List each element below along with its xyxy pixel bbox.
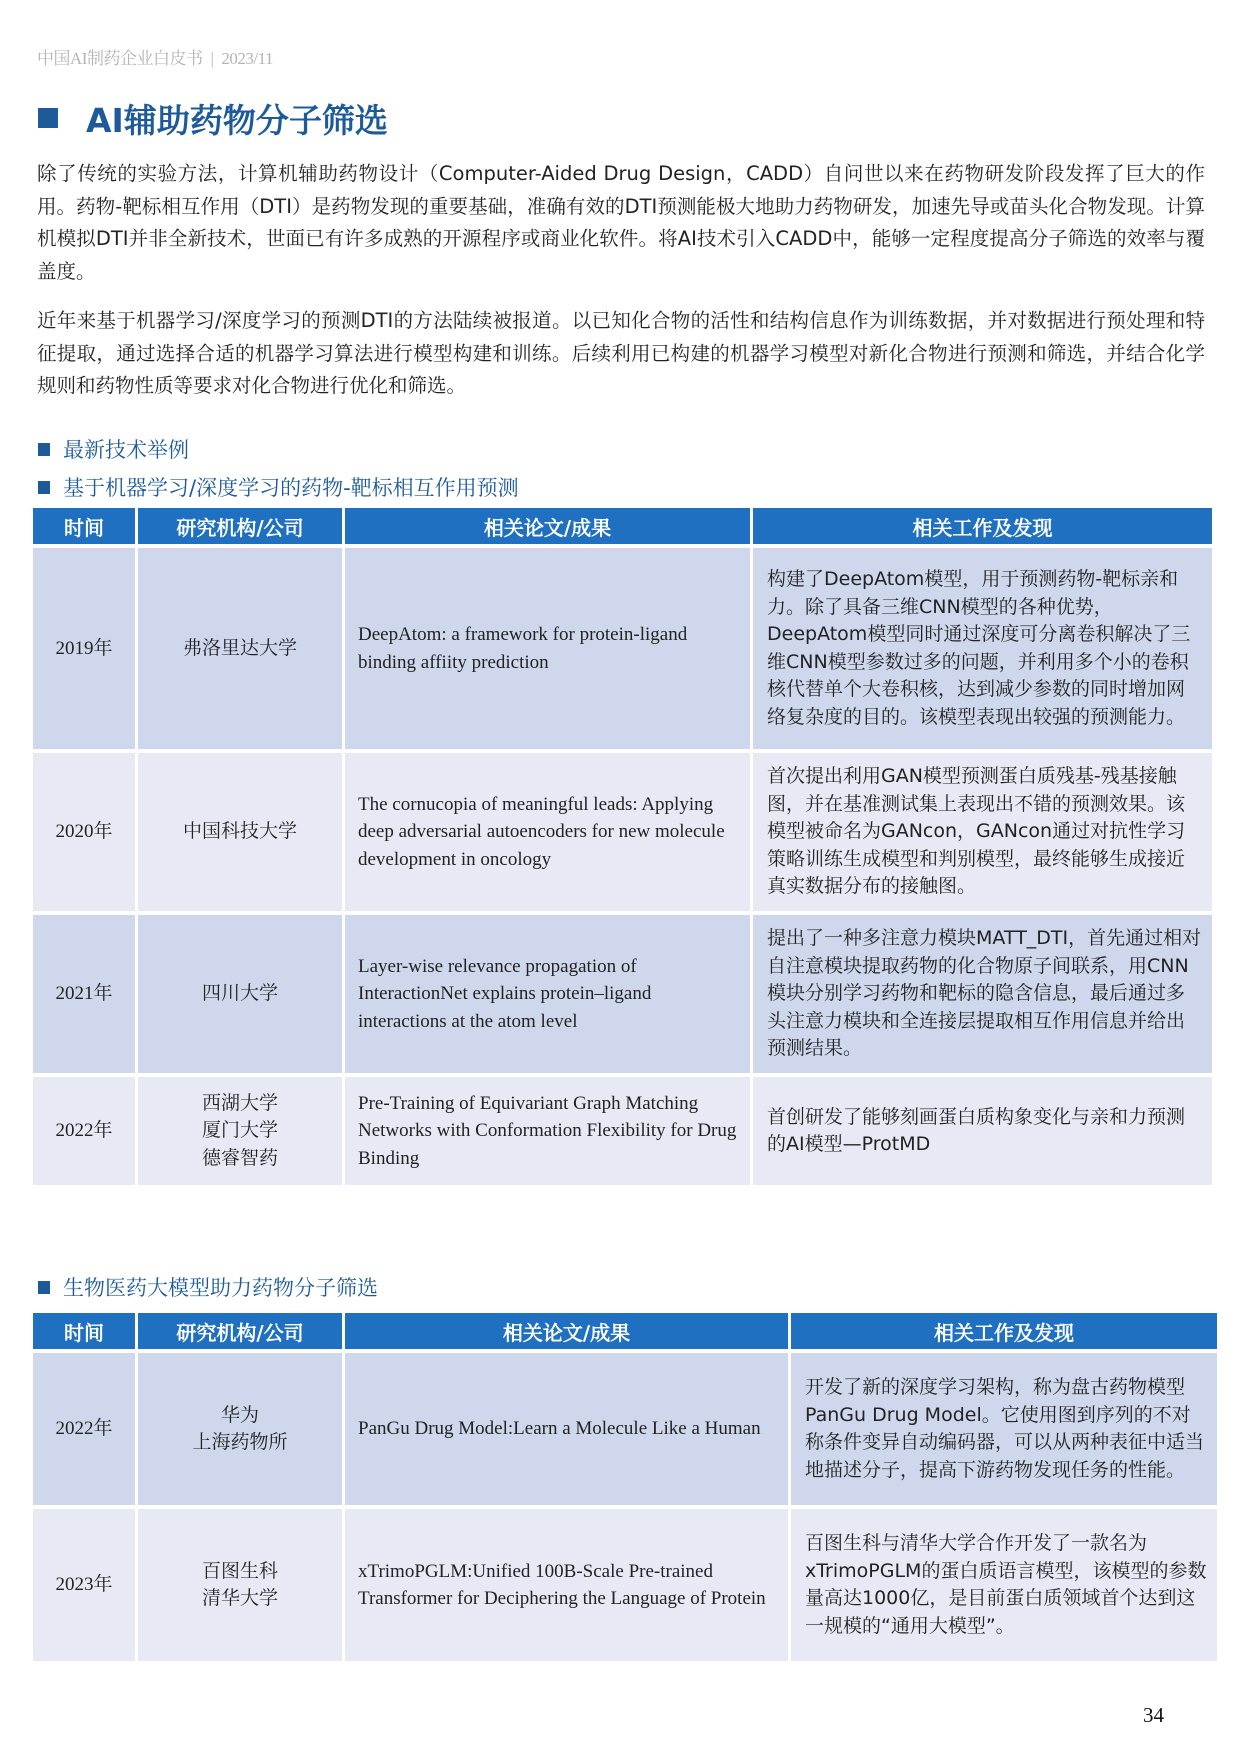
- cell-institution: [138, 915, 342, 1077]
- cell-institution: [138, 1353, 342, 1509]
- sub-heading-text: 基于机器学习/深度学习的药物-靶标相互作用预测: [63, 476, 519, 500]
- cell-year: 2020年: [33, 753, 135, 915]
- header-time: 时间: [33, 1313, 135, 1353]
- square-bullet-icon: [38, 108, 58, 128]
- cell-institution: [138, 1077, 342, 1189]
- sub-heading-table2: [38, 1272, 378, 1302]
- page-number: 34: [1143, 1703, 1164, 1727]
- header-institution: 研究机构/公司: [138, 508, 342, 548]
- dti-prediction-table: [30, 508, 1215, 1189]
- sub-heading-text: 最新技术举例: [63, 438, 189, 462]
- table-header-row: [33, 508, 1212, 548]
- sub-heading-table1: [38, 472, 519, 502]
- cell-findings: 首次提出利用GAN模型预测蛋白质残基-残基接触图，并在基准测试集上表现出不错的预测效果。该模型被命名为GANcon，GANcon通过对抗性学习策略训练生成模型和判别模型，最终能够生成接近真实数据分布的接触图。: [753, 753, 1212, 915]
- cell-institution: [138, 1509, 342, 1665]
- biomedical-llm-table: [30, 1313, 1220, 1665]
- table-row: [33, 548, 1212, 753]
- cell-paper: PanGu Drug Model:Learn a Molecule Like a Human: [345, 1353, 788, 1509]
- cell-paper: xTrimoPGLM:Unified 100B-Scale Pre-trained Transformer for Deciphering the Language of Protein: [345, 1509, 788, 1665]
- intro-paragraph-1: 除了传统的实验方法，计算机辅助药物设计（Computer-Aided Drug Design，CADD）自问世以来在药物研发阶段发挥了巨大的作用。药物-靶标相互作用（DTI）是药物发现的重要基础，准确有效的DTI预测能极大地助力药物研发，加速先导或苗头化合物发现。计算机模拟DTI并非全新技术，世面已有许多成熟的开源程序或商业化软件。将AI技术引入CADD中，能够一定程度提高分子筛选的效率与覆盖度。: [37, 162, 1205, 283]
- table-row: [33, 1509, 1217, 1665]
- cell-year: 2022年: [33, 1353, 135, 1509]
- institution-name: 厦门大学: [201, 1119, 278, 1142]
- page-title-text: AI辅助药物分子筛选: [86, 100, 388, 140]
- cell-findings: 首创研发了能够刻画蛋白质构象变化与亲和力预测的AI模型—ProtMD: [753, 1077, 1212, 1189]
- cell-paper: The cornucopia of meaningful leads: Applying deep adversarial autoencoders for new molecule development in oncology: [345, 753, 750, 915]
- institution-name: 华为: [220, 1403, 259, 1426]
- table-row: [33, 1353, 1217, 1509]
- cell-year: 2021年: [33, 915, 135, 1077]
- cell-paper: Pre-Training of Equivariant Graph Matching Networks with Conformation Flexibility for Drug Binding: [345, 1077, 750, 1189]
- cell-institution: [138, 548, 342, 753]
- cell-findings: 开发了新的深度学习架构，称为盘古药物模型 PanGu Drug Model。它使用图到序列的不对称条件变异自动编码器，可以从两种表征中适当地描述分子，提高下游药物发现任务的性能。: [791, 1353, 1217, 1509]
- institution-name: 西湖大学: [201, 1091, 278, 1114]
- table-row: [33, 915, 1212, 1077]
- running-header-title: 中国AI制药企业白皮书: [37, 49, 203, 68]
- running-header-separator: |: [210, 49, 214, 68]
- square-bullet-icon: [38, 443, 50, 456]
- header-time: 时间: [33, 508, 135, 548]
- square-bullet-icon: [38, 481, 50, 494]
- institution-name: 中国科技大学: [182, 820, 297, 843]
- cell-paper: Layer-wise relevance propagation of InteractionNet explains protein–ligand interactions at the atom level: [345, 915, 750, 1077]
- cell-institution: [138, 753, 342, 915]
- header-paper: 相关论文/成果: [345, 1313, 788, 1353]
- cell-year: 2019年: [33, 548, 135, 753]
- institution-name: 百图生科: [201, 1559, 278, 1582]
- square-bullet-icon: [38, 1281, 50, 1294]
- institution-name: 四川大学: [201, 982, 278, 1005]
- institution-name: 弗洛里达大学: [182, 636, 297, 659]
- table-row: [33, 753, 1212, 915]
- running-header-date: 2023/11: [221, 49, 273, 68]
- institution-name: 清华大学: [201, 1587, 278, 1609]
- page-title: [38, 96, 388, 140]
- cell-findings: 构建了DeepAtom模型，用于预测药物-靶标亲和力。除了具备三维CNN模型的各种优势，DeepAtom模型同时通过深度可分离卷积解决了三维CNN模型参数过多的问题，并利用多个小的卷积核代替单个大卷积核，达到减少参数的同时增加网络复杂度的目的。该模型表现出较强的预测能力。: [753, 548, 1212, 753]
- header-findings: 相关工作及发现: [791, 1313, 1217, 1353]
- sub-heading-text: 生物医药大模型助力药物分子筛选: [63, 1276, 378, 1300]
- sub-heading-latest-examples: [38, 434, 189, 464]
- cell-paper: DeepAtom: a framework for protein-ligand binding affiity prediction: [345, 548, 750, 753]
- cell-findings: 提出了一种多注意力模块MATT_DTI，首先通过相对自注意模块提取药物的化合物原子间联系，用CNN模块分别学习药物和靶标的隐含信息，最后通过多头注意力模块和全连接层提取相互作用信息并给出预测结果。: [753, 915, 1212, 1077]
- running-header: [37, 44, 273, 69]
- header-findings: 相关工作及发现: [753, 508, 1212, 548]
- cell-year: 2023年: [33, 1509, 135, 1665]
- table-header-row: [33, 1313, 1217, 1353]
- intro-paragraph-2: 近年来基于机器学习/深度学习的预测DTI的方法陆续被报道。以已知化合物的活性和结构信息作为训练数据，并对数据进行预处理和特征提取，通过选择合适的机器学习算法进行模型构建和训练。后续利用已构建的机器学习模型对新化合物进行预测和筛选，并结合化学规则和药物性质等要求对化合物进行优化和筛选。: [37, 309, 1205, 397]
- institution-name: 德睿智药: [201, 1146, 278, 1169]
- table-row: [33, 1077, 1212, 1189]
- cell-year: 2022年: [33, 1077, 135, 1189]
- institution-name: 上海药物所: [192, 1431, 288, 1453]
- cell-findings: 百图生科与清华大学合作开发了一款名为xTrimoPGLM的蛋白质语言模型，该模型的参数量高达1000亿，是目前蛋白质领域首个达到这一规模的“通用大模型”。: [791, 1509, 1217, 1665]
- header-paper: 相关论文/成果: [345, 508, 750, 548]
- header-institution: 研究机构/公司: [138, 1313, 342, 1353]
